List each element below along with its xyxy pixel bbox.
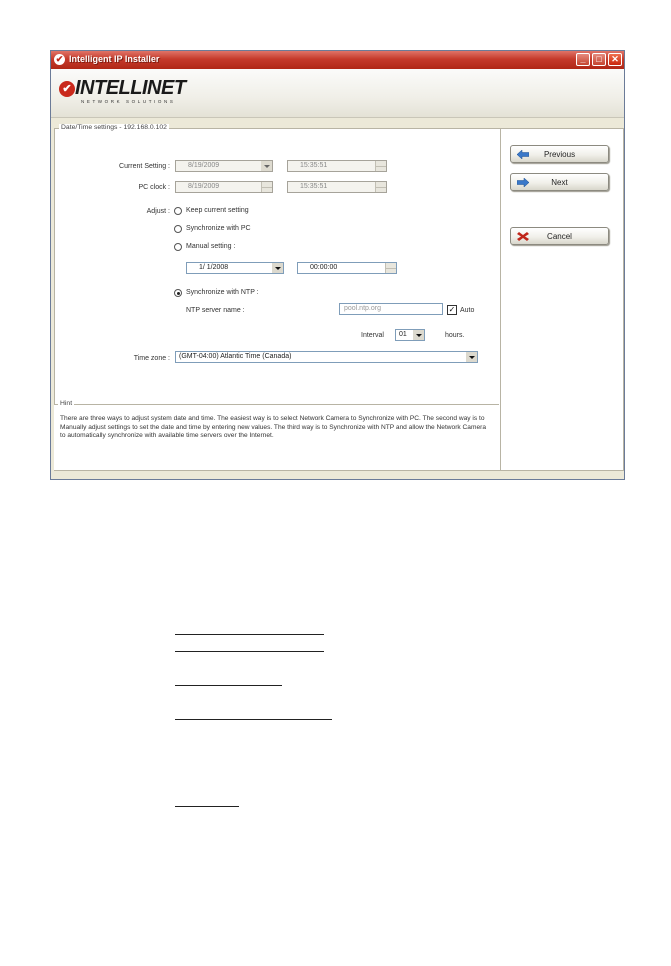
chevron-down-icon xyxy=(416,334,422,337)
pc-date-field xyxy=(175,181,273,193)
pc-time-spinner xyxy=(375,182,386,192)
radio-sync-ntp[interactable] xyxy=(174,289,182,297)
current-date-dropdown xyxy=(261,161,272,171)
current-time-value: 15:35:51 xyxy=(300,162,328,169)
app-icon: ✔ xyxy=(55,54,64,64)
blank-line xyxy=(175,719,332,720)
pc-time-field xyxy=(287,181,387,193)
hint-text: There are three ways to adjust system date and time. The easiest way is to select Network Camera to Synchronize with PC. The second way is to Manually adjust settings to set the date and time by entering new values. The third way is to Synchronize with NTP and allow the Network Camera to automatically synchronize with available time servers over the Internet. xyxy=(60,415,487,440)
manual-date-field[interactable] xyxy=(186,262,284,274)
radio-keep-current[interactable] xyxy=(174,207,182,215)
previous-button[interactable] xyxy=(510,145,609,163)
timezone-label: Time zone : xyxy=(133,355,170,362)
interval-value: 01 xyxy=(399,331,407,338)
blank-line xyxy=(175,651,324,652)
pc-date-value: 8/19/2009 xyxy=(188,183,220,190)
interval-dropdown[interactable] xyxy=(413,330,424,340)
manual-time-field[interactable] xyxy=(297,262,397,274)
next-button[interactable] xyxy=(510,173,609,191)
ntp-server-label: NTP server name : xyxy=(186,307,245,314)
manual-date-dropdown[interactable] xyxy=(272,263,283,273)
previous-label: Previous xyxy=(543,150,576,159)
radio-sync-pc-label[interactable]: Synchronize with PC xyxy=(186,225,251,232)
brand-tagline: NETWORK SOLUTIONS xyxy=(81,99,176,104)
chevron-down-icon xyxy=(469,356,475,359)
interval-select[interactable] xyxy=(395,329,425,341)
hours-label: hours. xyxy=(445,332,465,339)
intellinet-logo-icon: ✔ xyxy=(59,81,75,97)
blank-line xyxy=(175,634,324,635)
radio-manual-label[interactable]: Manual setting : xyxy=(186,243,236,250)
navigation-panel xyxy=(500,128,624,471)
datetime-settings-panel xyxy=(54,124,501,471)
auto-label: Auto xyxy=(460,307,475,314)
hint-section xyxy=(54,400,499,470)
radio-keep-current-label[interactable]: Keep current setting xyxy=(186,207,249,214)
installer-window xyxy=(50,50,625,480)
current-date-field xyxy=(175,160,273,172)
radio-manual[interactable] xyxy=(174,243,182,251)
next-label: Next xyxy=(551,178,568,187)
auto-checkbox[interactable]: ✓ xyxy=(448,305,456,314)
cancel-label: Cancel xyxy=(547,232,572,241)
brand-name: INTELLINET xyxy=(75,77,186,99)
timezone-select[interactable] xyxy=(175,351,478,363)
manual-time-value: 00:00:00 xyxy=(310,264,338,271)
current-date-value: 8/19/2009 xyxy=(188,162,220,169)
current-time-field xyxy=(287,160,387,172)
blank-line xyxy=(175,685,282,686)
ntp-server-input[interactable]: pool.ntp.org xyxy=(339,303,443,315)
maximize-button[interactable]: □ xyxy=(592,53,606,66)
hint-legend: Hint xyxy=(60,400,73,407)
chevron-down-icon xyxy=(275,267,281,270)
manual-date-value: 1/ 1/2008 xyxy=(199,264,229,271)
window-title: Intelligent IP Installer xyxy=(69,54,160,64)
radio-sync-ntp-label[interactable]: Synchronize with NTP : xyxy=(186,289,259,296)
timezone-dropdown[interactable] xyxy=(466,352,477,362)
chevron-down-icon xyxy=(264,165,270,168)
minimize-button[interactable]: _ xyxy=(576,53,590,66)
pc-date-spinner xyxy=(261,182,272,192)
title-bar[interactable] xyxy=(51,51,624,69)
panel-legend: Date/Time settings - 192.168.0.102 xyxy=(61,124,167,131)
pc-time-value: 15:35:51 xyxy=(300,183,328,190)
timezone-value: (GMT-04:00) Atlantic Time (Canada) xyxy=(179,353,292,360)
radio-sync-pc[interactable] xyxy=(174,225,182,233)
current-time-spinner xyxy=(375,161,386,171)
manual-time-spinner[interactable] xyxy=(385,263,396,273)
cancel-button[interactable] xyxy=(510,227,609,245)
blank-line xyxy=(175,806,239,807)
interval-label: Interval xyxy=(361,332,384,339)
brand-header xyxy=(51,69,624,118)
pc-clock-label: PC clock : xyxy=(138,184,170,191)
close-button[interactable]: ✕ xyxy=(608,53,622,66)
adjust-label: Adjust : xyxy=(146,208,170,215)
current-setting-label: Current Setting : xyxy=(119,163,170,170)
